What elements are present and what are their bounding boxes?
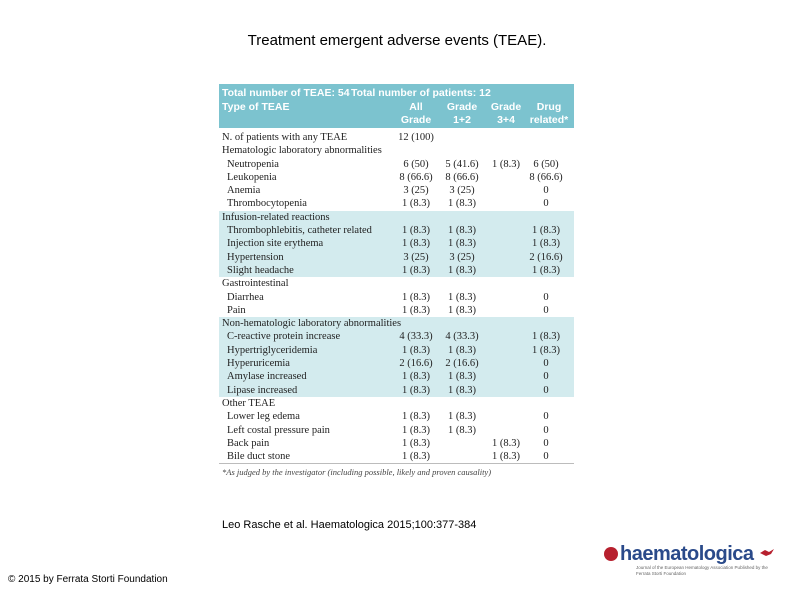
row-value: 0 [543, 291, 549, 303]
table-row [219, 171, 574, 184]
row-value: 1 (8.3) [402, 451, 430, 463]
row-label: Hypertension [227, 251, 284, 263]
row-value: 6 (50) [533, 158, 559, 170]
row-value: 4 (33.3) [399, 331, 433, 343]
row-value: 0 [543, 384, 549, 396]
table-row [219, 237, 574, 250]
row-value: 0 [543, 371, 549, 383]
table-row [219, 384, 574, 397]
table-row [219, 211, 574, 224]
header-related: related* [529, 114, 569, 126]
table-row [219, 450, 574, 463]
row-value: 1 (8.3) [402, 424, 430, 436]
row-value: 8 (66.6) [399, 171, 433, 183]
table-row [219, 277, 574, 290]
table-row [219, 144, 574, 157]
row-value: 1 (8.3) [532, 264, 560, 276]
citation: Leo Rasche et al. Haematologica 2015;100:377-384 [222, 519, 477, 531]
row-value: 1 (8.3) [448, 344, 476, 356]
table-row [219, 397, 574, 410]
table-row [219, 330, 574, 343]
row-value: 1 (8.3) [448, 304, 476, 316]
row-value: 1 (8.3) [402, 411, 430, 423]
row-value: 0 [543, 198, 549, 210]
table-row [219, 370, 574, 383]
row-value: 12 (100) [398, 132, 434, 143]
row-label: Left costal pressure pain [227, 424, 330, 436]
header-grade34b: 3+4 [497, 114, 515, 126]
table-section [219, 131, 574, 211]
header-all: All [409, 101, 423, 113]
row-value: 1 (8.3) [492, 451, 520, 463]
header-grade34: Grade [490, 101, 522, 113]
row-label: Thrombophlebitis, catheter related [227, 225, 372, 237]
row-label: Non-hematologic laboratory abnormalities [222, 318, 402, 330]
row-value: 0 [543, 411, 549, 423]
row-value: 1 (8.3) [448, 424, 476, 436]
slide-title: Treatment emergent adverse events (TEAE). [247, 32, 547, 49]
row-value: 1 (8.3) [448, 371, 476, 383]
row-value: 1 (8.3) [448, 384, 476, 396]
table-row [219, 317, 574, 330]
row-value: 3 (25) [403, 185, 429, 197]
row-value: 4 (33.3) [445, 331, 479, 343]
row-value: 3 (25) [449, 251, 475, 263]
header-grade12b: 1+2 [453, 114, 471, 126]
row-value: 2 (16.6) [445, 358, 479, 370]
row-value: 1 (8.3) [492, 158, 520, 170]
row-label: Amylase increased [227, 371, 307, 383]
table-header [219, 84, 574, 128]
row-label: N. of patients with any TEAE [222, 132, 348, 143]
row-value: 6 (50) [403, 158, 429, 170]
header-total-teae: Total number of TEAE: 54 [222, 87, 350, 99]
logo-name: haematologica [620, 543, 754, 565]
row-label: Bile duct stone [227, 451, 290, 463]
table-row [219, 357, 574, 370]
row-value: 0 [543, 304, 549, 316]
table-row [219, 410, 574, 423]
row-value: 1 (8.3) [448, 225, 476, 237]
table-row [219, 158, 574, 171]
header-grade: Grade [400, 114, 432, 126]
table-section [219, 317, 574, 397]
table-row [219, 184, 574, 197]
table-section [219, 211, 574, 277]
row-label: Slight headache [227, 264, 294, 276]
row-value: 0 [543, 437, 549, 449]
row-value: 8 (66.6) [529, 171, 563, 183]
table-row [219, 224, 574, 237]
table-footnote: *As judged by the investigator (including possible, likely and proven causality) [219, 464, 574, 481]
teae-table [219, 84, 574, 481]
header-grade12: Grade [446, 101, 478, 113]
row-value: 1 (8.3) [448, 411, 476, 423]
table-section [219, 397, 574, 463]
header-drug: Drug [536, 101, 562, 113]
row-value: 3 (25) [449, 185, 475, 197]
row-value: 3 (25) [403, 251, 429, 263]
row-value: 1 (8.3) [448, 264, 476, 276]
row-value: 1 (8.3) [448, 291, 476, 303]
row-label: Infusion-related reactions [222, 211, 330, 223]
row-value: 1 (8.3) [532, 238, 560, 250]
row-value: 5 (41.6) [445, 158, 479, 170]
row-label: Diarrhea [227, 291, 264, 303]
row-label: Thrombocytopenia [227, 198, 307, 210]
row-label: Injection site erythema [227, 238, 324, 250]
row-value: 0 [543, 424, 549, 436]
row-value: 0 [543, 185, 549, 197]
row-label: Gastrointestinal [222, 278, 289, 290]
row-label: Back pain [227, 437, 270, 449]
row-label: Lipase increased [227, 384, 298, 396]
row-label: Hyperuricemia [227, 358, 290, 370]
table-row [219, 251, 574, 264]
table-row [219, 197, 574, 210]
row-label: Hematologic laboratory abnormalities [222, 145, 382, 157]
table-row [219, 437, 574, 450]
haematologica-logo [600, 543, 780, 581]
logo-mark-icon [604, 547, 618, 561]
row-label: Other TEAE [222, 397, 276, 409]
row-value: 1 (8.3) [402, 304, 430, 316]
row-value: 1 (8.3) [532, 344, 560, 356]
row-value: 1 (8.3) [402, 198, 430, 210]
row-value: 2 (16.6) [399, 358, 433, 370]
logo-bird-icon [760, 549, 774, 557]
row-value: 1 (8.3) [402, 264, 430, 276]
row-value: 1 (8.3) [492, 437, 520, 449]
row-label: Neutropenia [227, 158, 279, 170]
row-value: 0 [543, 358, 549, 370]
copyright: © 2015 by Ferrata Storti Foundation [8, 574, 168, 585]
row-label: Pain [227, 304, 246, 316]
header-type: Type of TEAE [222, 101, 290, 113]
row-value: 1 (8.3) [402, 384, 430, 396]
row-value: 1 (8.3) [448, 198, 476, 210]
row-value: 8 (66.6) [445, 171, 479, 183]
row-label: Anemia [227, 185, 261, 197]
row-label: Lower leg edema [227, 411, 300, 423]
row-label: C-reactive protein increase [227, 331, 341, 343]
row-label: Leukopenia [227, 171, 277, 183]
row-value: 1 (8.3) [402, 437, 430, 449]
row-value: 2 (16.6) [529, 251, 563, 263]
row-value: 1 (8.3) [402, 225, 430, 237]
row-label: Hypertriglyceridemia [227, 344, 318, 356]
table-row [219, 424, 574, 437]
row-value: 1 (8.3) [402, 238, 430, 250]
row-value: 1 (8.3) [448, 238, 476, 250]
logo-tagline: Journal of the European Hematology Association Published by the Ferrata Storti Foundation [636, 565, 768, 576]
row-value: 0 [543, 451, 549, 463]
table-row [219, 304, 574, 317]
row-value: 1 (8.3) [402, 344, 430, 356]
row-value: 1 (8.3) [402, 291, 430, 303]
row-value: 1 (8.3) [532, 331, 560, 343]
table-row [219, 264, 574, 277]
table-row [219, 291, 574, 304]
row-value: 1 (8.3) [402, 371, 430, 383]
table-row [219, 344, 574, 357]
header-total-patients: Total number of patients: 12 [351, 87, 491, 99]
table-section [219, 277, 574, 317]
table-body [219, 131, 574, 463]
table-row [219, 131, 574, 144]
row-value: 1 (8.3) [532, 225, 560, 237]
